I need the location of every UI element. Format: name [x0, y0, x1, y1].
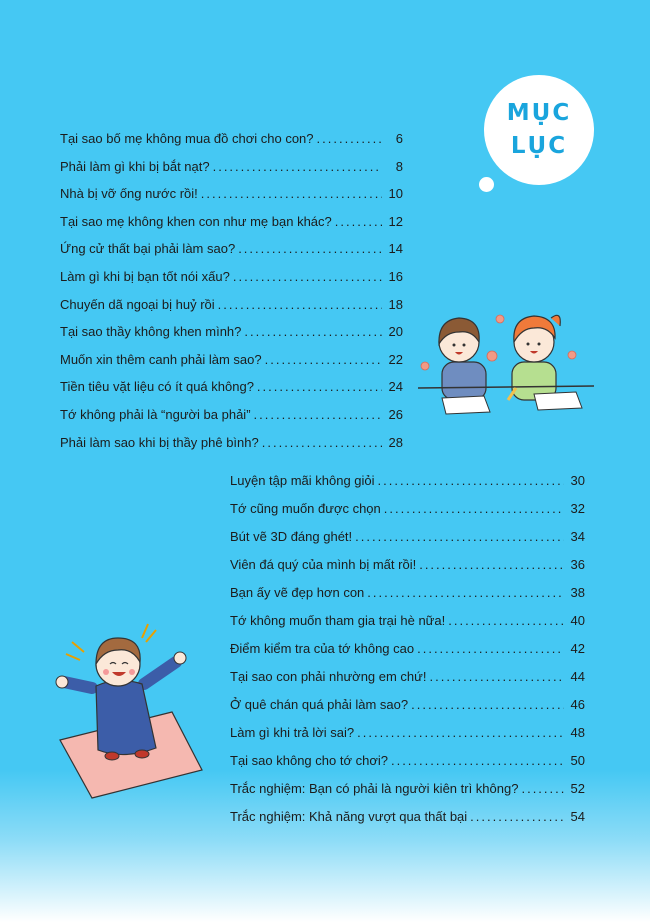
toc-entry-title: Tớ không muốn tham gia trại hè nữa!: [230, 613, 446, 628]
dot-leader: [378, 473, 564, 488]
toc-entry-page: 34: [570, 529, 585, 544]
dot-leader: [391, 753, 564, 768]
dot-leader: [521, 781, 564, 796]
toc-entry-page: 50: [570, 753, 585, 768]
toc-entry: [60, 159, 403, 179]
toc-entry-page: 20: [388, 324, 403, 340]
dot-leader: [367, 585, 564, 600]
dot-leader: [357, 725, 564, 740]
toc-entry: [230, 585, 585, 605]
children-studying-illustration: [412, 300, 598, 418]
thought-bubble-dot: [479, 177, 494, 192]
toc-entry-title: Luyện tập mãi không giỏi: [230, 473, 375, 488]
toc-entry-page: 40: [570, 613, 585, 628]
toc-entry-page: 26: [388, 407, 403, 422]
toc-entry: [230, 613, 585, 633]
dot-leader: [233, 269, 382, 284]
toc-entry: [60, 297, 403, 317]
toc-entry-title: Làm gì khi trả lời sai?: [230, 725, 355, 740]
toc-entry-page: 42: [570, 641, 585, 656]
toc-entry-page: 10: [388, 186, 403, 202]
toc-entry: [60, 241, 403, 261]
dot-leader: [317, 131, 382, 146]
toc-entry-title: Tại sao không cho tớ chơi?: [230, 753, 388, 768]
toc-entry-title: Trắc nghiệm: Bạn có phải là người kiên trì không?: [230, 781, 519, 796]
toc-entry-title: Bạn ấy vẽ đẹp hơn con: [230, 585, 365, 600]
dot-leader: [335, 214, 382, 229]
toc-entry-page: 30: [570, 473, 585, 488]
dot-leader: [238, 241, 382, 256]
toc-entry-title: Viên đá quý của mình bị mất rồi!: [230, 557, 417, 572]
toc-entry-title: Tiền tiêu vặt liệu có ít quá không?: [60, 379, 254, 395]
toc-entry-title: Muốn xin thêm canh phải làm sao?: [60, 351, 262, 367]
toc-entry: [230, 697, 585, 717]
toc-entry-page: 36: [570, 557, 585, 572]
toc-entry: [230, 473, 585, 493]
toc-entry: [60, 352, 403, 372]
toc-entry: [230, 669, 585, 689]
toc-entry-page: 54: [570, 809, 585, 824]
dot-leader: [384, 501, 564, 516]
toc-entry-title: Trắc nghiệm: Khả năng vượt qua thất bại: [230, 809, 468, 824]
toc-entry-page: 44: [570, 669, 585, 684]
toc-entry-title: Nhà bị vỡ ống nước rồi!: [60, 186, 198, 202]
dot-leader: [218, 297, 382, 312]
toc-entry: [230, 641, 585, 661]
dot-leader: [429, 669, 564, 684]
heading-line-1: MỤC: [506, 100, 572, 126]
happy-child-illustration: [52, 620, 208, 800]
toc-entry-title: Chuyến dã ngoại bị huỷ rồi: [60, 296, 215, 312]
toc-entry: [60, 435, 403, 455]
dot-leader: [254, 407, 382, 422]
toc-entry: [230, 501, 585, 521]
toc-entry-title: Điểm kiểm tra của tớ không cao: [230, 641, 415, 656]
toc-entry-page: 28: [388, 434, 403, 450]
toc-entry: [60, 407, 403, 427]
toc-entry-title: Phải làm gì khi bị bắt nạt?: [60, 158, 210, 174]
toc-entry-title: Tại sao bố mẹ không mua đồ chơi cho con?: [60, 131, 314, 146]
toc-entry-title: Ở quê chán quá phải làm sao?: [230, 697, 409, 712]
toc-entry-title: Tớ không phải là “người ba phải”: [60, 407, 251, 422]
toc-entry: [230, 529, 585, 549]
toc-entry-page: 32: [570, 501, 585, 516]
toc-entry-title: Bút vẽ 3D đáng ghét!: [230, 529, 353, 544]
toc-entry-title: Tại sao mẹ không khen con như mẹ bạn khác?: [60, 213, 332, 229]
dot-leader: [213, 159, 382, 174]
toc-entry: [60, 379, 403, 399]
toc-entry: [230, 781, 585, 801]
dot-leader: [470, 809, 564, 824]
toc-entry: [60, 214, 403, 234]
toc-entry-page: 14: [388, 241, 403, 257]
toc-entry-page: 6: [395, 131, 403, 146]
toc-entry-page: 24: [388, 379, 403, 395]
toc-entry-page: 18: [388, 296, 403, 312]
toc-entry-title: Phải làm sao khi bị thầy phê bình?: [60, 434, 259, 450]
dot-leader: [417, 641, 564, 656]
toc-entry-title: Tại sao thầy không khen mình?: [60, 324, 242, 340]
toc-entry-page: 38: [570, 585, 585, 600]
toc-entry: [230, 725, 585, 745]
toc-entry-page: 12: [388, 213, 403, 229]
heading-line-2: LỤC: [510, 133, 568, 159]
toc-entry: [230, 809, 585, 829]
dot-leader: [201, 186, 382, 201]
toc-entry: [60, 131, 403, 151]
toc-entry-page: 48: [570, 725, 585, 740]
dot-leader: [265, 352, 382, 367]
toc-entry-title: Tớ cũng muốn được chọn: [230, 501, 381, 516]
toc-entry: [230, 557, 585, 577]
toc-entry-title: Tại sao con phải nhường em chứ!: [230, 669, 427, 684]
toc-entry: [60, 186, 403, 206]
toc-entry-page: 52: [570, 781, 585, 796]
dot-leader: [448, 613, 564, 628]
dot-leader: [355, 529, 564, 544]
toc-entry-title: Ứng cử thất bại phải làm sao?: [60, 241, 236, 257]
toc-entry-page: 22: [388, 351, 403, 367]
toc-entry: [60, 269, 403, 289]
dot-leader: [411, 697, 564, 712]
dot-leader: [244, 324, 382, 339]
toc-entry-page: 8: [395, 158, 403, 174]
dot-leader: [262, 435, 382, 450]
toc-entry-title: Làm gì khi bị bạn tốt nói xấu?: [60, 269, 230, 284]
toc-entry-page: 46: [570, 697, 585, 712]
toc-entry-page: 16: [388, 269, 403, 284]
table-of-contents-heading: [484, 75, 594, 185]
dot-leader: [419, 557, 564, 572]
toc-entry: [230, 753, 585, 773]
dot-leader: [257, 379, 382, 394]
toc-entry: [60, 324, 403, 344]
